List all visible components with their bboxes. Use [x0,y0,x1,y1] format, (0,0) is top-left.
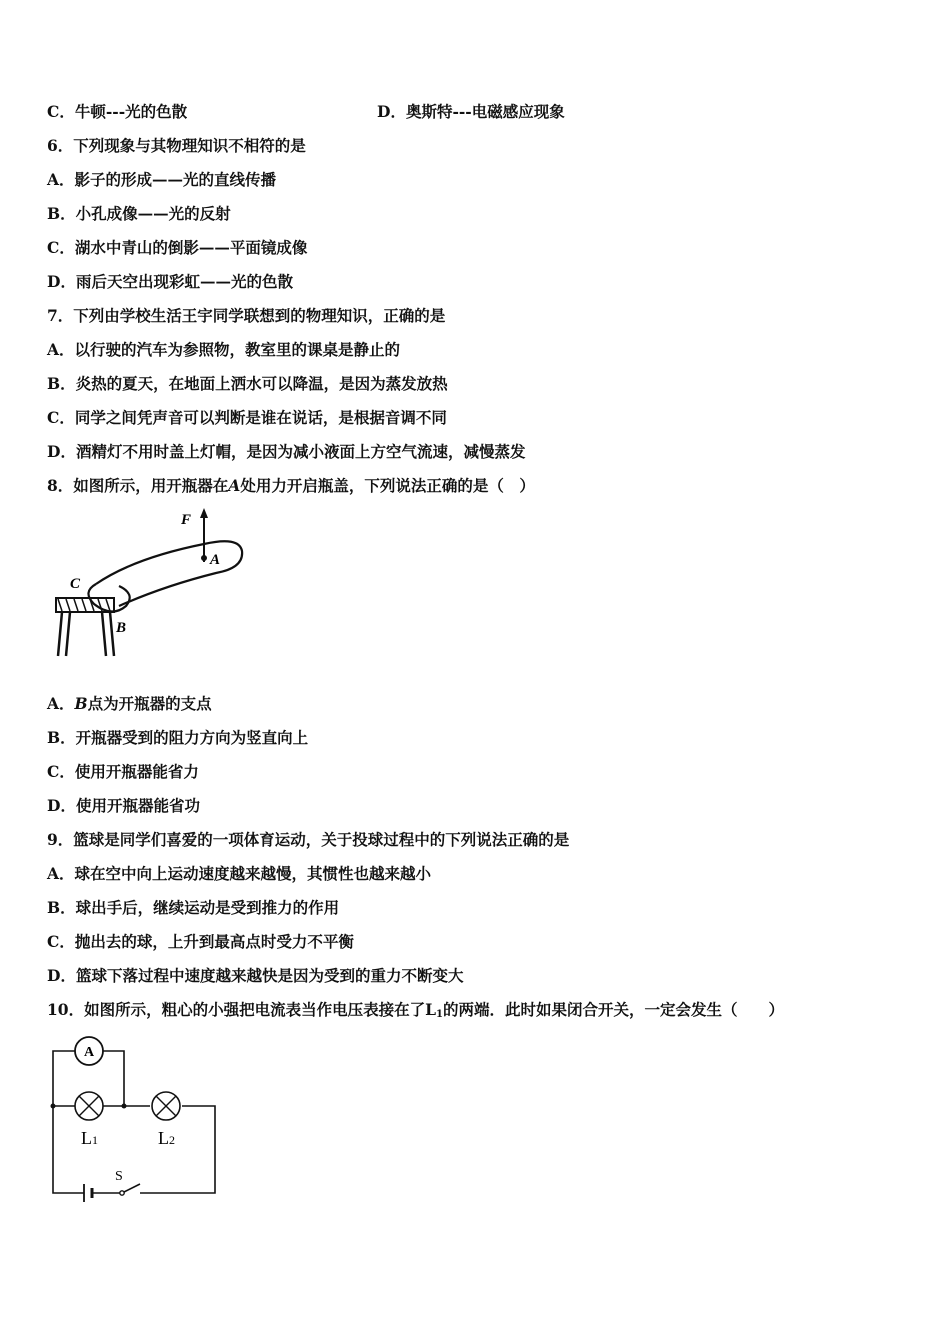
q8-option-d: D．使用开瓶器能省功 [47,796,200,815]
circuit-diagram [44,1034,224,1206]
q7-stem: 7．下列由学校生活王宇同学联想到的物理知识，正确的是 [47,306,446,325]
lamp-l1-label: L1 [81,1128,98,1148]
junction-middle [122,1104,127,1109]
circuit-wires [53,1051,215,1193]
bottle-neck [58,612,114,656]
q9-option-d: D．篮球下落过程中速度越来越快是因为受到的重力不断变大 [47,966,464,985]
battery-icon [84,1184,92,1202]
ammeter-label: A [83,1045,95,1060]
q7-option-c: C．同学之间凭声音可以判断是谁在说话，是根据音调不同 [47,408,447,427]
switch-icon [120,1184,140,1195]
bottle-opener-figure [44,506,254,666]
q6-option-c: C．湖水中青山的倒影——平面镜成像 [47,238,308,257]
q6-option-a: A．影子的形成——光的直线传播 [47,170,277,189]
q6-option-b: B．小孔成像——光的反射 [47,204,231,223]
lamp-l1-icon [75,1092,103,1120]
lamp-l2-icon [152,1092,180,1120]
point-a-dot [201,555,207,561]
q6-option-d: D．雨后天空出现彩虹——光的色散 [47,272,293,291]
force-label: F [181,512,192,528]
q9-option-a: A．球在空中向上运动速度越来越慢，其惯性也越来越小 [47,864,432,883]
force-arrow-head [200,508,208,518]
point-c-label: C [70,576,81,592]
q8-stem: 8．如图所示，用开瓶器在A处用力开启瓶盖，下列说法正确的是（ ） [47,476,535,495]
q5-option-c: C．牛顿---光的色散 [47,102,188,121]
opener-handle [96,541,242,606]
q8-option-b: B．开瓶器受到的阻力方向为竖直向上 [47,728,309,747]
q10-stem: 10．如图所示，粗心的小强把电流表当作电压表接在了L1的两端．此时如果闭合开关，一定会发生（ ） [47,1000,784,1020]
q6-stem: 6．下列现象与其物理知识不相符的是 [47,136,306,155]
point-b-label: B [116,620,127,636]
lamp-l2-label: L2 [158,1128,175,1148]
q7-option-a: A．以行驶的汽车为参照物，教室里的课桌是静止的 [47,340,401,359]
q9-option-b: B．球出手后，继续运动是受到推力的作用 [47,898,340,917]
junction-left [51,1104,56,1109]
q9-option-c: C．抛出去的球，上升到最高点时受力不平衡 [47,932,354,951]
q7-option-d: D．酒精灯不用时盖上灯帽，是因为减小液面上方空气流速，减慢蒸发 [47,442,526,461]
q8-option-a: A．B点为开瓶器的支点 [47,694,212,713]
point-a-label: A [210,552,221,568]
switch-label: S [115,1169,123,1184]
q8-option-c: C．使用开瓶器能省力 [47,762,199,781]
q9-stem: 9．篮球是同学们喜爱的一项体育运动，关于投球过程中的下列说法正确的是 [47,830,570,849]
q5-option-d: D．奥斯特---电磁感应现象 [377,102,565,121]
q7-option-b: B．炎热的夏天，在地面上洒水可以降温，是因为蒸发放热 [47,374,448,393]
